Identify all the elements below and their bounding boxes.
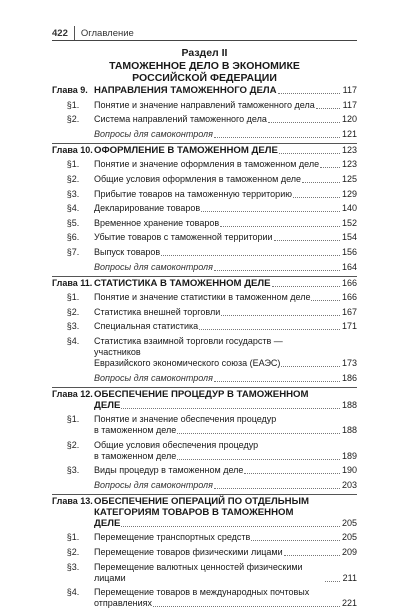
entry-text-value: Убытие товаров с таможенной территории bbox=[94, 232, 273, 243]
toc-paragraph[interactable] bbox=[52, 465, 357, 476]
paragraph-label: §7. bbox=[66, 246, 80, 257]
entry-text-value: НАПРАВЛЕНИЯ ТАМОЖЕННОГО ДЕЛА bbox=[94, 85, 277, 96]
toc-paragraph[interactable] bbox=[52, 114, 357, 125]
entry-text bbox=[94, 159, 357, 170]
chapter-label: Глава 9. bbox=[52, 85, 88, 95]
chapter-title bbox=[94, 496, 357, 529]
entry-text-value: Статистика взаимной торговли государств — участников bbox=[94, 335, 283, 357]
paragraph-title bbox=[94, 547, 357, 558]
paragraph-title bbox=[94, 129, 357, 140]
entry-text bbox=[94, 174, 357, 185]
entry-text bbox=[94, 373, 357, 384]
toc-paragraph[interactable] bbox=[52, 532, 357, 543]
entry-text-value: Вопросы для самоконтроля bbox=[94, 128, 213, 139]
chapter-block bbox=[52, 84, 357, 140]
entry-text bbox=[94, 507, 357, 518]
entry-text bbox=[94, 465, 357, 476]
page-ref[interactable]: 173 bbox=[341, 357, 357, 368]
entry-text bbox=[94, 358, 357, 369]
paragraph-label: §3. bbox=[66, 188, 80, 199]
toc-paragraph[interactable] bbox=[52, 414, 357, 436]
page-ref[interactable]: 129 bbox=[341, 188, 357, 199]
paragraph-title bbox=[94, 587, 357, 609]
chapter-title bbox=[94, 145, 357, 156]
entry-text bbox=[94, 292, 357, 303]
paragraph-title bbox=[94, 114, 357, 125]
dot-leader bbox=[220, 226, 340, 227]
entry-text-value: Перемещение товаров физическими лицами bbox=[94, 547, 283, 558]
paragraph-label: §1. bbox=[66, 99, 80, 110]
toc-paragraph[interactable] bbox=[52, 174, 357, 185]
toc-paragraph[interactable] bbox=[52, 562, 357, 584]
paragraph-title bbox=[94, 247, 357, 258]
section-title-line-2: РОССИЙСКОЙ ФЕДЕРАЦИИ bbox=[132, 72, 277, 84]
paragraph-title bbox=[94, 465, 357, 476]
paragraph-label: §3. bbox=[66, 321, 80, 332]
paragraph-title bbox=[94, 218, 357, 229]
toc-paragraph[interactable] bbox=[52, 321, 357, 332]
dot-leader bbox=[214, 137, 340, 138]
page-ref[interactable]: 188 bbox=[341, 425, 357, 436]
entry-text-value: Понятие и значение обеспечения процедур bbox=[94, 414, 277, 425]
paragraph-label: §4. bbox=[66, 587, 80, 598]
entry-text bbox=[94, 232, 357, 243]
entry-text-value: Вопросы для самоконтроля bbox=[94, 261, 213, 272]
entry-text bbox=[94, 518, 357, 529]
paragraph-title bbox=[94, 307, 357, 318]
paragraph-label: §5. bbox=[66, 217, 80, 228]
entry-text-value: Перемещение транспортных средств bbox=[94, 532, 251, 543]
entry-text bbox=[94, 496, 357, 507]
chapter-heading[interactable] bbox=[52, 278, 357, 289]
dot-leader bbox=[161, 255, 340, 256]
paragraph-label: §3. bbox=[66, 465, 80, 476]
dot-leader bbox=[121, 408, 340, 409]
entry-text bbox=[94, 129, 357, 140]
page-ref[interactable]: 188 bbox=[341, 399, 357, 410]
chapter-label: Глава 13. bbox=[52, 495, 93, 506]
paragraph-label: §1. bbox=[66, 532, 80, 543]
page-ref[interactable]: 140 bbox=[341, 203, 357, 214]
entry-text-value: Выпуск товаров bbox=[94, 246, 161, 257]
page-ref[interactable]: 125 bbox=[341, 173, 357, 184]
entry-text-value: Статистика внешней торговли bbox=[94, 306, 221, 317]
entry-text bbox=[94, 336, 357, 358]
dot-leader bbox=[316, 108, 340, 109]
chapter-label: Глава 10. bbox=[52, 144, 93, 155]
page-ref[interactable]: 211 bbox=[342, 572, 357, 583]
paragraph-title bbox=[94, 292, 357, 303]
toc-paragraph[interactable] bbox=[52, 587, 357, 609]
page-ref[interactable]: 166 bbox=[341, 277, 357, 288]
toc-paragraph[interactable] bbox=[52, 218, 357, 229]
entry-text bbox=[94, 262, 357, 273]
entry-text-value: Декларирование товаров bbox=[94, 203, 201, 214]
entry-text-value: Виды процедур в таможенном деле bbox=[94, 465, 244, 476]
chapter-block bbox=[52, 276, 357, 384]
chapter-title bbox=[94, 389, 357, 411]
chapter-block bbox=[52, 387, 357, 491]
page-ref[interactable]: 167 bbox=[341, 306, 357, 317]
paragraph-title bbox=[94, 414, 357, 436]
dot-leader bbox=[201, 211, 340, 212]
toc-paragraph[interactable] bbox=[52, 336, 357, 369]
paragraph-label: §1. bbox=[66, 159, 80, 170]
entry-text bbox=[94, 587, 357, 598]
page-ref[interactable]: 156 bbox=[341, 246, 357, 257]
entry-text-value: Евразийского экономического союза (ЕАЭС) bbox=[94, 357, 281, 368]
entry-text-value: Система направлений таможенного дела bbox=[94, 114, 267, 125]
toc-paragraph[interactable] bbox=[52, 159, 357, 170]
paragraph-title bbox=[94, 562, 357, 584]
header-separator bbox=[74, 26, 75, 40]
entry-text-value: ОБЕСПЕЧЕНИЕ ПРОЦЕДУР В ТАМОЖЕННОМ bbox=[94, 388, 309, 400]
entry-text-value: Прибытие товаров на таможенную территорию bbox=[94, 188, 292, 199]
paragraph-label: §2. bbox=[66, 306, 80, 317]
running-header bbox=[52, 26, 134, 40]
paragraph-label: §1. bbox=[66, 292, 80, 303]
entry-text-value: в таможенном деле bbox=[94, 425, 177, 436]
entry-text-value: ОБЕСПЕЧЕНИЕ ОПЕРАЦИЙ ПО ОТДЕЛЬНЫМ bbox=[94, 495, 309, 507]
chapter-heading[interactable] bbox=[52, 389, 357, 411]
paragraph-title bbox=[94, 159, 357, 170]
page-ref[interactable]: 154 bbox=[341, 232, 357, 243]
entry-text bbox=[94, 307, 357, 318]
paragraph-title bbox=[94, 440, 357, 462]
self-check-questions[interactable] bbox=[52, 373, 357, 384]
toc-paragraph[interactable] bbox=[52, 440, 357, 462]
entry-text bbox=[94, 480, 357, 491]
paragraph-title bbox=[94, 203, 357, 214]
running-title: Оглавление bbox=[80, 27, 134, 39]
paragraph-title bbox=[94, 262, 357, 273]
entry-text-value: Вопросы для самоконтроля bbox=[94, 372, 213, 383]
dot-leader bbox=[281, 366, 340, 367]
paragraph-label: §1. bbox=[66, 414, 80, 425]
page-ref[interactable]: 123 bbox=[341, 144, 357, 155]
dot-leader bbox=[177, 459, 340, 460]
dot-leader bbox=[153, 606, 340, 607]
dot-leader bbox=[268, 122, 340, 123]
toc-paragraph[interactable] bbox=[52, 232, 357, 243]
entry-text-value: Специальная статистика bbox=[94, 321, 199, 332]
entry-text bbox=[94, 321, 357, 332]
page-ref[interactable]: 121 bbox=[341, 128, 357, 139]
paragraph-label: §2. bbox=[66, 114, 80, 125]
dot-leader bbox=[177, 433, 340, 434]
entry-text-value: Общие условия обеспечения процедур bbox=[94, 439, 259, 450]
toc-paragraph[interactable] bbox=[52, 100, 357, 111]
paragraph-title bbox=[94, 373, 357, 384]
chapter-heading[interactable] bbox=[52, 145, 357, 156]
entry-text-value: Вопросы для самоконтроля bbox=[94, 479, 213, 490]
paragraph-label: §4. bbox=[66, 335, 80, 346]
paragraph-title bbox=[94, 100, 357, 111]
paragraph-title bbox=[94, 480, 357, 491]
entry-text bbox=[94, 547, 357, 558]
entry-text-value: в таможенном деле bbox=[94, 450, 177, 461]
dot-leader bbox=[325, 581, 340, 582]
page-ref[interactable]: 190 bbox=[341, 465, 357, 476]
toc-paragraph[interactable] bbox=[52, 247, 357, 258]
paragraph-title bbox=[94, 321, 357, 332]
entry-text bbox=[94, 145, 357, 156]
entry-text bbox=[94, 598, 357, 609]
toc-paragraph[interactable] bbox=[52, 307, 357, 318]
self-check-questions[interactable] bbox=[52, 480, 357, 491]
entry-text bbox=[94, 440, 357, 451]
paragraph-label: §2. bbox=[66, 173, 80, 184]
dot-leader bbox=[121, 526, 340, 527]
page-ref[interactable]: 152 bbox=[341, 217, 357, 228]
dot-leader bbox=[311, 300, 340, 301]
chapter-heading[interactable] bbox=[52, 496, 357, 529]
entry-text bbox=[94, 189, 357, 200]
page-number: 422 bbox=[52, 27, 68, 39]
paragraph-title bbox=[94, 532, 357, 543]
chapter-heading[interactable] bbox=[52, 85, 357, 96]
page-ref[interactable]: 123 bbox=[341, 159, 357, 170]
section-label: Раздел II bbox=[181, 47, 228, 59]
dot-leader bbox=[278, 93, 340, 94]
entry-text bbox=[94, 218, 357, 229]
paragraph-label: §4. bbox=[66, 203, 80, 214]
dot-leader bbox=[302, 182, 340, 183]
paragraph-label: §2. bbox=[66, 547, 80, 558]
dot-leader bbox=[199, 329, 340, 330]
dot-leader bbox=[279, 153, 340, 154]
self-check-questions[interactable] bbox=[52, 262, 357, 273]
section-title-line-1: ТАМОЖЕННОЕ ДЕЛО В ЭКОНОМИКЕ bbox=[109, 59, 300, 72]
dot-leader bbox=[244, 473, 340, 474]
table-of-contents bbox=[52, 84, 357, 609]
page-ref[interactable]: 221 bbox=[341, 598, 357, 609]
dot-leader bbox=[214, 270, 340, 271]
entry-text-value: Понятие и значение оформления в таможенном деле bbox=[94, 159, 320, 170]
toc-paragraph[interactable] bbox=[52, 292, 357, 303]
entry-text-value: Понятие и значение направлений таможенного дела bbox=[94, 99, 315, 110]
chapter-title bbox=[94, 278, 357, 289]
entry-text bbox=[94, 532, 357, 543]
page-ref[interactable]: 186 bbox=[341, 372, 357, 383]
entry-text bbox=[94, 100, 357, 111]
chapter-block bbox=[52, 143, 357, 273]
paragraph-title bbox=[94, 232, 357, 243]
chapter-label: Глава 11. bbox=[52, 277, 93, 288]
dot-leader bbox=[274, 240, 340, 241]
page-ref[interactable]: 171 bbox=[341, 321, 357, 332]
page-ref[interactable]: 166 bbox=[341, 292, 357, 303]
header-rule bbox=[52, 40, 357, 41]
chapter-title bbox=[94, 85, 357, 96]
paragraph-title bbox=[94, 174, 357, 185]
page-ref[interactable]: 117 bbox=[342, 99, 357, 110]
dot-leader bbox=[293, 197, 340, 198]
entry-text-value: СТАТИСТИКА В ТАМОЖЕННОМ ДЕЛЕ bbox=[94, 277, 271, 289]
entry-text bbox=[94, 247, 357, 258]
entry-text bbox=[94, 203, 357, 214]
entry-text-value: ДЕЛЕ bbox=[94, 399, 121, 411]
entry-text bbox=[94, 425, 357, 436]
entry-text bbox=[94, 389, 357, 400]
paragraph-label: §3. bbox=[66, 561, 80, 572]
page-ref[interactable]: 209 bbox=[341, 547, 357, 558]
paragraph-label: §2. bbox=[66, 439, 80, 450]
paragraph-label: §6. bbox=[66, 232, 80, 243]
toc-paragraph[interactable] bbox=[52, 189, 357, 200]
page-ref[interactable]: 205 bbox=[341, 532, 357, 543]
entry-text bbox=[94, 85, 357, 96]
dot-leader bbox=[214, 488, 340, 489]
paragraph-title bbox=[94, 189, 357, 200]
entry-text-value: ДЕЛЕ bbox=[94, 517, 121, 529]
dot-leader bbox=[272, 286, 340, 287]
section-heading bbox=[52, 47, 357, 85]
entry-text bbox=[94, 414, 357, 425]
page-ref[interactable]: 205 bbox=[341, 517, 357, 528]
toc-paragraph[interactable] bbox=[52, 547, 357, 558]
entry-text-value: ОФОРМЛЕНИЕ В ТАМОЖЕННОМ ДЕЛЕ bbox=[94, 144, 278, 156]
entry-text-value: отправлениях bbox=[94, 598, 153, 609]
entry-text-value: Общие условия оформления в таможенном деле bbox=[94, 173, 302, 184]
entry-text bbox=[94, 114, 357, 125]
page-ref[interactable]: 164 bbox=[341, 261, 357, 272]
chapter-block bbox=[52, 494, 357, 609]
entry-text bbox=[94, 278, 357, 289]
entry-text bbox=[94, 400, 357, 411]
entry-text-value: Перемещение валютных ценностей физическими лицами bbox=[94, 561, 303, 583]
dot-leader bbox=[284, 555, 340, 556]
page-ref[interactable]: 189 bbox=[341, 450, 357, 461]
dot-leader bbox=[221, 315, 340, 316]
dot-leader bbox=[320, 167, 340, 168]
self-check-questions[interactable] bbox=[52, 129, 357, 140]
dot-leader bbox=[251, 540, 340, 541]
entry-text-value: КАТЕГОРИЯМ ТОВАРОВ В ТАМОЖЕННОМ bbox=[94, 506, 294, 518]
dot-leader bbox=[214, 381, 340, 382]
entry-text-value: Перемещение товаров в международных почтовых bbox=[94, 587, 310, 598]
entry-text-value: Понятие и значение статистики в таможенном деле bbox=[94, 292, 311, 303]
chapter-label: Глава 12. bbox=[52, 388, 93, 399]
entry-text-value: Временное хранение товаров bbox=[94, 217, 220, 228]
page-ref[interactable]: 120 bbox=[341, 114, 357, 125]
entry-text bbox=[94, 562, 357, 584]
toc-paragraph[interactable] bbox=[52, 203, 357, 214]
paragraph-title bbox=[94, 336, 357, 369]
page-ref[interactable]: 117 bbox=[342, 85, 357, 95]
entry-text bbox=[94, 451, 357, 462]
page-ref[interactable]: 203 bbox=[341, 479, 357, 490]
